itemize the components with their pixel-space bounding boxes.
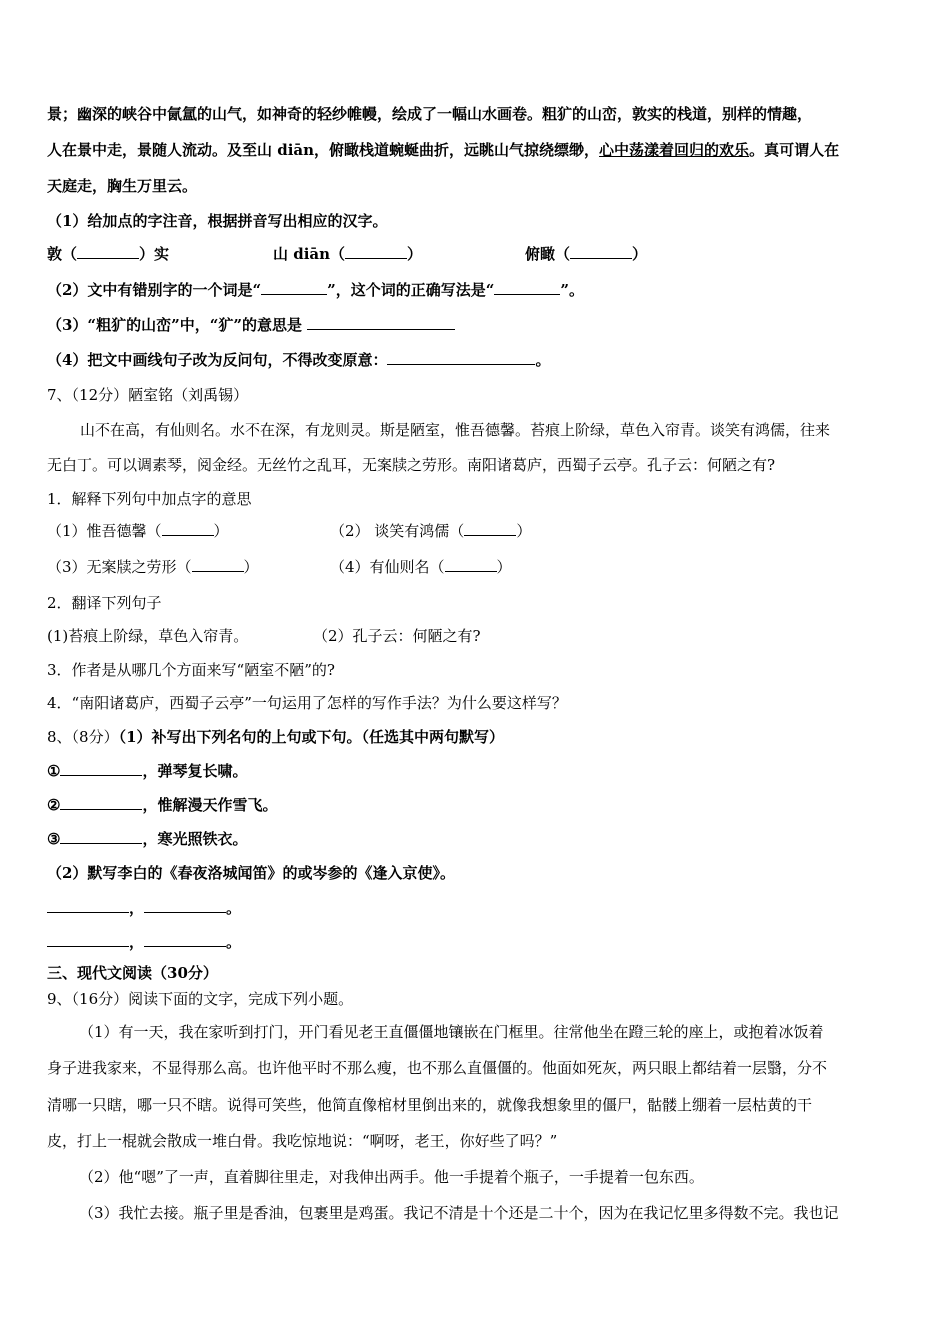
answer-blank[interactable] <box>345 244 407 259</box>
label: （3）“粗犷的山峦”中，“犷”的意思是 <box>47 316 302 334</box>
answer-blank[interactable] <box>60 795 142 810</box>
q9-heading: 9、（16分）阅读下面的文字，完成下列小题。 <box>47 990 354 1008</box>
label: ） <box>243 558 259 576</box>
q7-passage-line-2: 无白丁。可以调素琴，阅金经。无丝竹之乱耳，无案牍之劳形。南阳诸葛庐，西蜀子云亭。孔子云：何陋之有? <box>47 456 776 474</box>
answer-blank[interactable] <box>494 280 560 295</box>
q8-answer-line-2 <box>47 932 241 952</box>
q7-heading: 7、（12分）陋室铭（刘禹锡） <box>47 386 249 404</box>
q7-task-3: 3．作者是从哪几个方面来写“陋室不陋”的? <box>47 661 335 679</box>
answer-blank[interactable] <box>60 829 142 844</box>
answer-blank[interactable] <box>162 521 214 536</box>
q9-paragraph-1-line-1: （1）有一天，我在家听到打门，开门看见老王直僵僵地镶嵌在门框里。往常他坐在蹬三轮的座上，或抱着冰饭着 <box>79 1023 824 1041</box>
q7-passage-line-1: 山不在高，有仙则名。水不在深，有龙则灵。斯是陋室，惟吾德馨。苔痕上阶绿，草色入帘青。谈笑有鸿儒，往来 <box>80 421 831 439</box>
q7-translate-1: (1)苔痕上阶绿，草色入帘青。 <box>47 627 249 645</box>
label: （4）有仙则名（ <box>330 558 445 576</box>
label: ） <box>516 522 532 540</box>
q7-task-4: 4．“南阳诸葛庐，西蜀子云亭”一句运用了怎样的写作手法？为什么要这样写？ <box>47 694 567 712</box>
answer-blank[interactable] <box>47 932 129 947</box>
label: ，惟解漫天作雪飞。 <box>142 796 278 814</box>
q9-paragraph-2: （2）他“嗯”了一声，直着脚往里走，对我伸出两手。他一手提着个瓶子，一手提着一包东西。 <box>79 1168 704 1186</box>
passage-text: 人在景中走，景随人流动。及至山 diān，俯瞰栈道蜿蜒曲折，远眺山气掠绕缥缈， <box>47 141 600 159</box>
label: ③ <box>47 830 61 848</box>
label: （1）补写出下列名句的上句或下句。（任选其中两句默写） <box>118 728 505 746</box>
q6-blank-b <box>273 244 422 264</box>
q7-item-1 <box>47 521 229 541</box>
label: 8、（8分） <box>47 728 119 746</box>
answer-blank[interactable] <box>192 557 244 572</box>
q8-answer-line-1 <box>47 898 241 918</box>
passage-line-1: 景；幽深的峡谷中氤氲的山气，如神奇的轻纱帷幔，绘成了一幅山水画卷。粗犷的山峦，敦实的栈道，别样的情趣， <box>47 105 813 123</box>
label: （2）文中有错别字的一个词是“ <box>47 281 262 299</box>
label: 敦（ <box>47 245 78 263</box>
label: （2） 谈笑有鸿儒（ <box>330 522 465 540</box>
label: ② <box>47 796 61 814</box>
q8-item-1 <box>47 761 247 781</box>
q6-part4 <box>47 350 550 370</box>
answer-blank[interactable] <box>144 932 226 947</box>
label: ， <box>129 899 145 917</box>
q7-item-2 <box>330 521 531 541</box>
label: ”。 <box>560 281 584 299</box>
q8-heading <box>47 727 504 747</box>
answer-blank[interactable] <box>307 315 455 330</box>
q7-item-3 <box>47 557 259 577</box>
label: ） <box>407 245 423 263</box>
label: ，弹琴复长啸。 <box>142 762 248 780</box>
label: 。 <box>226 899 242 917</box>
label: （3）无案牍之劳形（ <box>47 558 192 576</box>
label: 。 <box>226 933 242 951</box>
label: ， <box>129 933 145 951</box>
answer-blank[interactable] <box>464 521 516 536</box>
label: ① <box>47 762 61 780</box>
answer-blank[interactable] <box>60 761 142 776</box>
label: ） <box>632 245 648 263</box>
label: ，寒光照铁衣。 <box>142 830 248 848</box>
q8-item-2 <box>47 795 277 815</box>
q8-part2: （2）默写李白的《春夜洛城闻笛》的或岑参的《逢入京使》。 <box>47 864 455 882</box>
q6-blank-a <box>47 244 169 264</box>
answer-blank[interactable] <box>47 898 129 913</box>
label: （4）把文中画线句子改为反问句，不得改变原意： <box>47 351 388 369</box>
label: ） <box>496 558 512 576</box>
passage-line-3: 天庭走，胸生万里云。 <box>47 177 198 195</box>
answer-blank[interactable] <box>261 280 327 295</box>
passage-line-2 <box>47 140 839 160</box>
answer-blank[interactable] <box>445 557 497 572</box>
q8-item-3 <box>47 829 247 849</box>
q9-paragraph-3: （3）我忙去接。瓶子里是香油，包裹里是鸡蛋。我记不清是十个还是二十个，因为在我记忆里多得数不完。我也记 <box>79 1204 839 1222</box>
answer-blank[interactable] <box>144 898 226 913</box>
q6-part1: （1）给加点的字注音，根据拼音写出相应的汉字。 <box>47 212 388 230</box>
q6-part2 <box>47 280 584 300</box>
q6-part3 <box>47 315 455 335</box>
q9-paragraph-1-line-4: 皮，打上一棍就会散成一堆白骨。我吃惊地说：“啊呀，老王，你好些了吗？” <box>47 1132 558 1150</box>
q6-blank-c <box>525 244 647 264</box>
answer-blank[interactable] <box>77 244 139 259</box>
q7-item-4 <box>330 557 512 577</box>
underlined-sentence: 心中荡漾着回归的欢乐 <box>599 141 750 159</box>
label: 。 <box>535 351 551 369</box>
passage-text: 。真可谓人在 <box>749 141 840 159</box>
label: 山 diān（ <box>273 245 346 263</box>
label: （1）惟吾德馨（ <box>47 522 162 540</box>
q7-task-1: 1．解释下列句中加点字的意思 <box>47 490 252 508</box>
q7-task-2: 2．翻译下列句子 <box>47 594 162 612</box>
label: 俯瞰（ <box>525 245 571 263</box>
q9-paragraph-1-line-3: 清哪一只瞎，哪一只不瞎。说得可笑些，他简直像棺材里倒出来的，就像我想象里的僵尸，骷髅上绷着一层枯黄的干 <box>47 1096 813 1114</box>
label: ）实 <box>139 245 170 263</box>
label: ”，这个词的正确写法是“ <box>327 281 495 299</box>
answer-blank[interactable] <box>387 350 535 365</box>
label: ） <box>213 522 229 540</box>
q9-paragraph-1-line-2: 身子进我家来，不显得那么高。也许他平时不那么瘦，也不那么直僵僵的。他面如死灰，两只眼上都结着一层翳，分不 <box>47 1059 828 1077</box>
section-3-title: 三、现代文阅读（30分） <box>47 964 218 982</box>
q7-translate-2: （2）孔子云：何陋之有? <box>313 627 481 645</box>
answer-blank[interactable] <box>570 244 632 259</box>
